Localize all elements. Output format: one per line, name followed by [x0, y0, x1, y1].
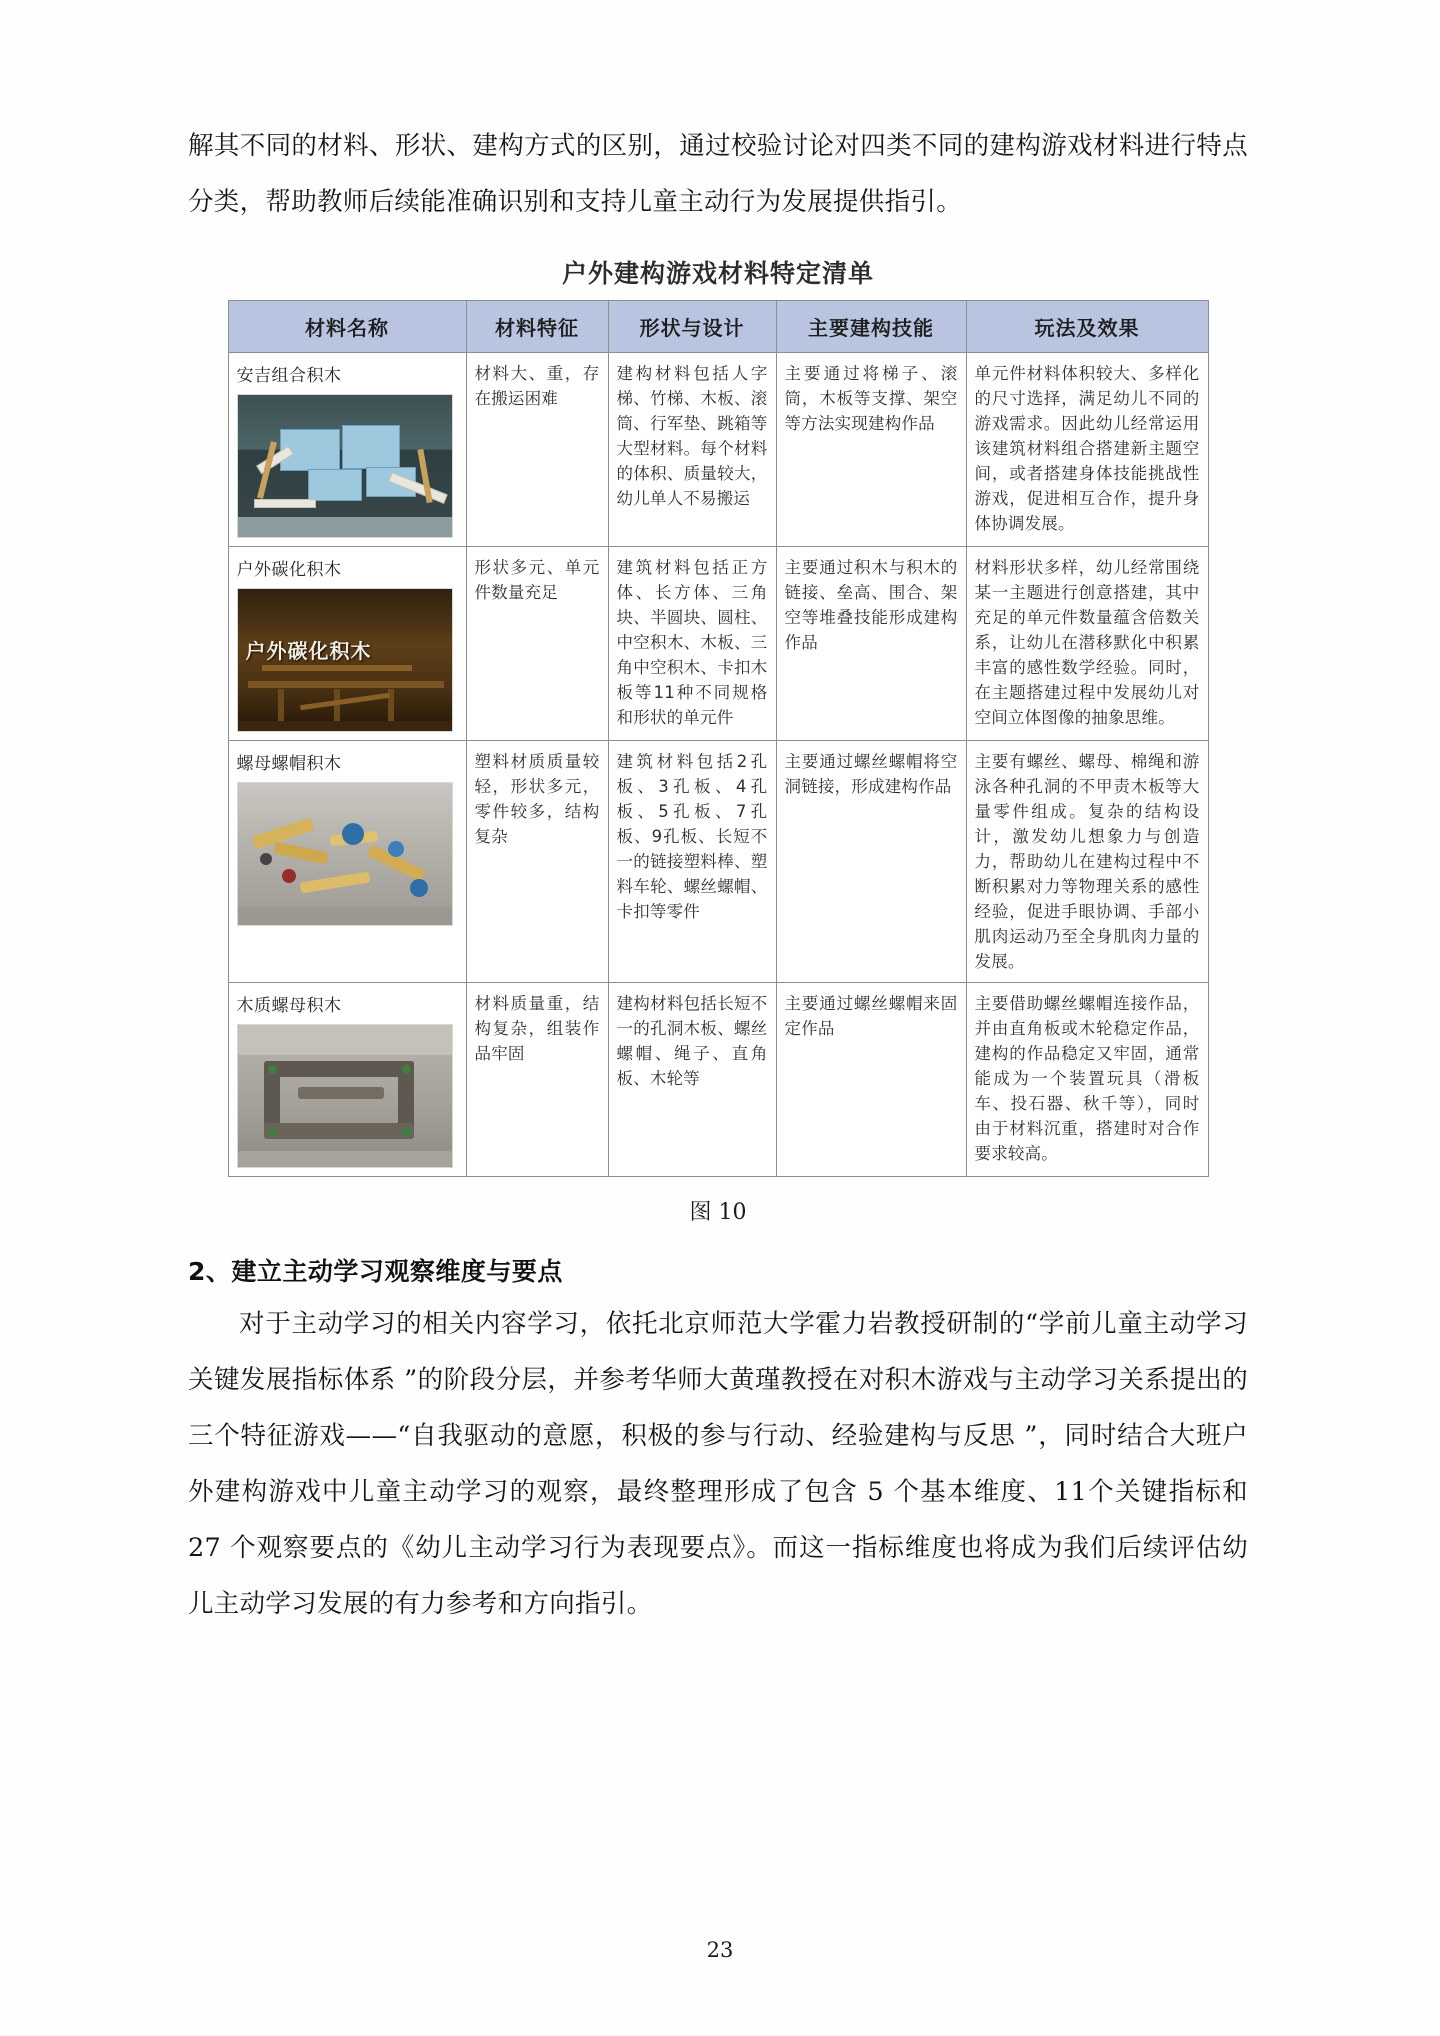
material-effect-cell: 主要借助螺丝螺帽连接作品，并由直角板或木轮稳定作品，建构的作品稳定又牢固，通常能成为一个装置玩具（滑板车、投石器、秋千等），同时由于材料沉重，搭建时对合作要求较高。	[966, 983, 1208, 1177]
material-photo-anji	[237, 394, 453, 538]
material-feature-cell: 材料质量重，结构复杂，组装作品牢固	[466, 983, 608, 1177]
table-row	[228, 353, 1208, 547]
material-effect-cell: 单元件材料体积较大、多样化的尺寸选择，满足幼儿不同的游戏需求。因此幼儿经常运用该建筑材料组合搭建新主题空间，或者搭建身体技能挑战性游戏，促进相互合作，提升身体协调发展。	[966, 353, 1208, 547]
material-name-label: 木质螺母积木	[236, 996, 342, 1016]
material-photo-nut-bolt	[237, 782, 453, 926]
material-shape-cell: 建构材料包括长短不一的孔洞木板、螺丝螺帽、绳子、直角板、木轮等	[608, 983, 776, 1177]
material-feature-cell: 形状多元、单元件数量充足	[466, 547, 608, 741]
table-row	[228, 983, 1208, 1177]
material-shape-cell: 建筑材料包括正方体、长方体、三角块、半圆块、圆柱、中空积木、木板、三角中空积木、卡扣木板等11种不同规格和形状的单元件	[608, 547, 776, 741]
body-paragraph: 对于主动学习的相关内容学习，依托北京师范大学霍力岩教授研制的“学前儿童主动学习关键发展指标体系 ”的阶段分层，并参考华师大黄瑾教授在对积木游戏与主动学习关系提出的三个特征游戏——“自我驱动的意愿，积极的参与行动、经验建构与反思 ”，同时结合大班户外建构游戏中儿童主动学习的观察，最终整理形成了包含 5 个基本维度、11个关键指标和 27 个观察要点的《幼儿主动学习行为表现要点》。而这一指标维度也将成为我们后续评估幼儿主动学习发展的有力参考和方向指引。	[188, 1309, 1248, 1619]
top-paragraph: 解其不同的材料、形状、建构方式的区别，通过校验讨论对四类不同的建构游戏材料进行特点分类，帮助教师后续能准确识别和支持儿童主动行为发展提供指引。	[188, 131, 1248, 217]
material-name-cell	[228, 983, 466, 1177]
table-row	[228, 547, 1208, 741]
material-name-cell	[228, 353, 466, 547]
table-header-cell: 主要建构技能	[776, 301, 966, 353]
table-header-row	[228, 301, 1208, 353]
table-header-cell: 材料名称	[228, 301, 466, 353]
page-content	[188, 118, 1248, 1632]
material-skill-cell: 主要通过将梯子、滚筒，木板等支撑、架空等方法实现建构作品	[776, 353, 966, 547]
page-number: 23	[706, 1938, 734, 1962]
table-header-cell: 玩法及效果	[966, 301, 1208, 353]
material-feature-cell: 塑料材质质量较轻，形状多元，零件较多，结构复杂	[466, 741, 608, 983]
materials-table	[228, 300, 1209, 1177]
material-shape-cell: 建筑材料包括2孔板、3孔板、4孔板、5孔板、7孔板、9孔板、长短不一的链接塑料棒、塑料车轮、螺丝螺帽、卡扣等零件	[608, 741, 776, 983]
material-photo-wood-nut	[237, 1024, 453, 1168]
figure-caption: 图 10	[689, 1200, 747, 1225]
material-name-cell	[228, 741, 466, 983]
material-effect-cell: 材料形状多样，幼儿经常围绕某一主题进行创意搭建，其中充足的单元件数量蕴含倍数关系，让幼儿在潜移默化中积累丰富的感性数学经验。同时，在主题搭建过程中发展幼儿对空间立体图像的抽象思维。	[966, 547, 1208, 741]
material-name-cell	[228, 547, 466, 741]
table-header-cell: 形状与设计	[608, 301, 776, 353]
material-shape-cell: 建构材料包括人字梯、竹梯、木板、滚筒、行军垫、跳箱等大型材料。每个材料的体积、质量较大，幼儿单人不易搬运	[608, 353, 776, 547]
material-feature-cell: 材料大、重，存在搬运困难	[466, 353, 608, 547]
photo-overlay-text: 户外碳化积木	[245, 639, 372, 663]
table-header-cell: 材料特征	[466, 301, 608, 353]
material-effect-cell: 主要有螺丝、螺母、棉绳和游泳各种孔洞的不甲责木板等大量零件组成。复杂的结构设计，激发幼儿想象力与创造力，帮助幼儿在建构过程中不断积累对力等物理关系的感性经验，促进手眼协调、手部小肌肉运动乃至全身肌肉力量的发展。	[966, 741, 1208, 983]
material-name-label: 安吉组合积木	[236, 366, 342, 386]
figure-10-block	[188, 254, 1248, 1226]
material-skill-cell: 主要通过螺丝螺帽来固定作品	[776, 983, 966, 1177]
material-name-label: 螺母螺帽积木	[236, 754, 342, 774]
table-title: 户外建构游戏材料特定清单	[561, 259, 874, 288]
material-skill-cell: 主要通过螺丝螺帽将空洞链接，形成建构作品	[776, 741, 966, 983]
material-name-label: 户外碳化积木	[236, 560, 342, 580]
material-skill-cell: 主要通过积木与积木的链接、垒高、围合、架空等堆叠技能形成建构作品	[776, 547, 966, 741]
material-photo-carbonized	[237, 588, 453, 732]
section-heading: 2、建立主动学习观察维度与要点	[188, 1257, 563, 1286]
table-row	[228, 741, 1208, 983]
